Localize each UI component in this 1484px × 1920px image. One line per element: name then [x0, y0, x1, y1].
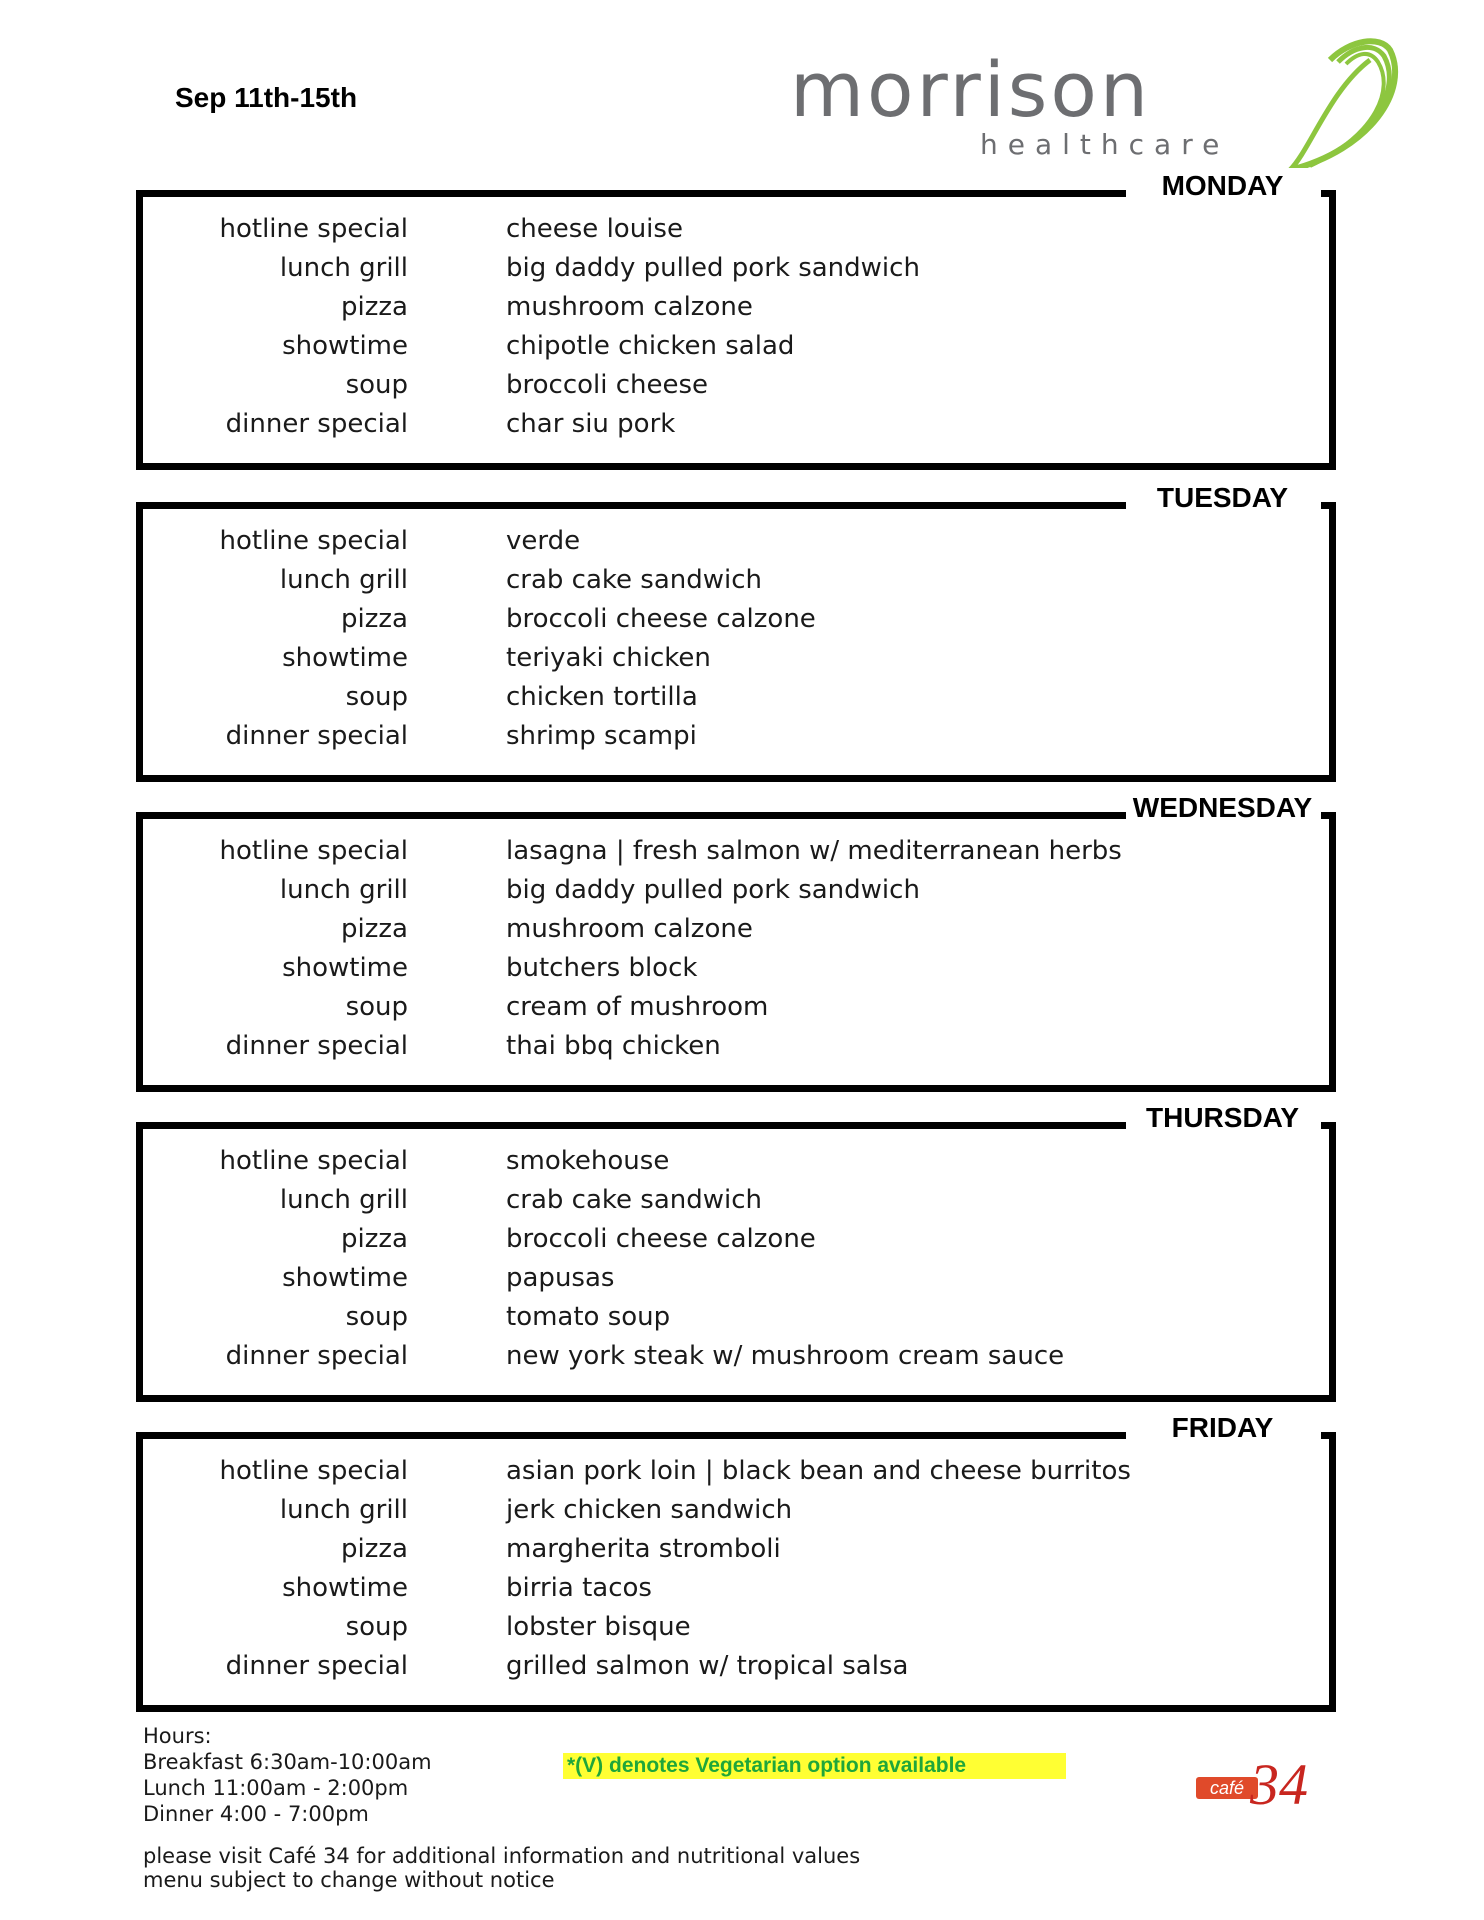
day-name: WEDNESDAY	[1129, 790, 1316, 826]
menu-dish: chipotle chicken salad	[506, 331, 795, 361]
day-panel-thursday	[136, 1102, 1336, 1402]
menu-dish: big daddy pulled pork sandwich	[506, 253, 920, 283]
menu-row	[136, 988, 1336, 1027]
menu-category: dinner special	[225, 1031, 408, 1061]
menu-category: dinner special	[225, 1651, 408, 1681]
menu-dish: broccoli cheese	[506, 370, 709, 400]
menu-row	[136, 210, 1336, 249]
menu-row	[136, 871, 1336, 910]
menu-dish: lasagna | fresh salmon w/ mediterranean herbs	[506, 836, 1122, 866]
menu-row	[136, 1530, 1336, 1569]
menu-dish: big daddy pulled pork sandwich	[506, 875, 920, 905]
menu-dish: mushroom calzone	[506, 292, 753, 322]
menu-row	[136, 288, 1336, 327]
menu-dish: new york steak w/ mushroom cream sauce	[506, 1341, 1065, 1371]
day-panel-friday	[136, 1412, 1336, 1712]
menu-rows	[136, 210, 1336, 444]
menu-dish: mushroom calzone	[506, 914, 753, 944]
menu-dish: smokehouse	[506, 1146, 670, 1176]
menu-category: pizza	[341, 1534, 408, 1564]
menu-category: lunch grill	[279, 253, 408, 283]
menu-row	[136, 1220, 1336, 1259]
menu-row	[136, 1452, 1336, 1491]
menu-category: showtime	[282, 1263, 408, 1293]
menu-row	[136, 910, 1336, 949]
menu-row	[136, 1647, 1336, 1686]
hours-breakfast: Breakfast 6:30am-10:00am	[143, 1750, 432, 1774]
hours-title: Hours:	[143, 1724, 212, 1748]
menu-category: hotline special	[219, 214, 408, 244]
week-range: Sep 11th-15th	[175, 82, 358, 113]
cafe-logo-number: 34	[1250, 1752, 1308, 1817]
menu-dish: verde	[506, 526, 581, 556]
menu-category: pizza	[341, 292, 408, 322]
menu-category: pizza	[341, 604, 408, 634]
menu-category: soup	[345, 992, 408, 1022]
menu-row	[136, 1298, 1336, 1337]
day-panel-monday	[136, 170, 1336, 470]
menu-category: dinner special	[225, 721, 408, 751]
menu-category: soup	[345, 1612, 408, 1642]
day-name: FRIDAY	[1129, 1410, 1316, 1446]
menu-dish: birria tacos	[506, 1573, 652, 1603]
menu-category: hotline special	[219, 1146, 408, 1176]
menu-row	[136, 1337, 1336, 1376]
menu-dish: jerk chicken sandwich	[506, 1495, 793, 1525]
menu-row	[136, 639, 1336, 678]
menu-category: lunch grill	[279, 1185, 408, 1215]
menu-row	[136, 366, 1336, 405]
menu-dish: margherita stromboli	[506, 1534, 781, 1564]
menu-row	[136, 249, 1336, 288]
vegetarian-note: *(V) denotes Vegetarian option available	[563, 1753, 1066, 1779]
menu-category: lunch grill	[279, 1495, 408, 1525]
menu-category: showtime	[282, 331, 408, 361]
hours-block	[143, 1723, 432, 1827]
menu-row	[136, 832, 1336, 871]
hours-lunch: Lunch 11:00am - 2:00pm	[143, 1776, 409, 1800]
menu-dish: thai bbq chicken	[506, 1031, 721, 1061]
hours-dinner: Dinner 4:00 - 7:00pm	[143, 1802, 369, 1826]
day-name: TUESDAY	[1129, 480, 1316, 516]
menu-rows	[136, 1142, 1336, 1376]
day-panel-wednesday	[136, 792, 1336, 1092]
logo-sub: healthcare	[980, 128, 1230, 161]
cafe-logo-label: café	[1196, 1777, 1258, 1799]
menu-dish: cream of mushroom	[506, 992, 769, 1022]
menu-category: showtime	[282, 953, 408, 983]
menu-category: hotline special	[219, 1456, 408, 1486]
menu-dish: papusas	[506, 1263, 615, 1293]
menu-row	[136, 1608, 1336, 1647]
day-name: THURSDAY	[1129, 1100, 1316, 1136]
menu-row	[136, 1142, 1336, 1181]
day-name: MONDAY	[1129, 168, 1316, 204]
day-panel-tuesday	[136, 482, 1336, 782]
footer-note-info: please visit Café 34 for additional information and nutritional values	[143, 1844, 861, 1868]
menu-category: dinner special	[225, 409, 408, 439]
menu-row	[136, 678, 1336, 717]
menu-dish: chicken tortilla	[506, 682, 698, 712]
footer-notes	[143, 1844, 860, 1892]
menu-category: soup	[345, 1302, 408, 1332]
menu-row	[136, 1259, 1336, 1298]
menu-row	[136, 1027, 1336, 1066]
menu-dish: teriyaki chicken	[506, 643, 711, 673]
menu-row	[136, 1491, 1336, 1530]
footer-note-change: menu subject to change without notice	[143, 1868, 555, 1892]
menu-row	[136, 717, 1336, 756]
menu-category: soup	[345, 682, 408, 712]
menu-dish: tomato soup	[506, 1302, 671, 1332]
menu-dish: cheese louise	[506, 214, 683, 244]
menu-dish: asian pork loin | black bean and cheese burritos	[506, 1456, 1131, 1486]
menu-category: lunch grill	[279, 565, 408, 595]
menu-rows	[136, 832, 1336, 1066]
menu-row	[136, 405, 1336, 444]
menu-dish: shrimp scampi	[506, 721, 697, 751]
menu-row	[136, 949, 1336, 988]
logo-name: morrison	[790, 45, 1152, 134]
menu-row	[136, 522, 1336, 561]
menu-row	[136, 600, 1336, 639]
menu-category: pizza	[341, 1224, 408, 1254]
menu-category: dinner special	[225, 1341, 408, 1371]
logo-swoosh-icon	[1270, 30, 1410, 180]
menu-category: showtime	[282, 1573, 408, 1603]
menu-category: soup	[345, 370, 408, 400]
menu-row	[136, 1569, 1336, 1608]
menu-dish: lobster bisque	[506, 1612, 691, 1642]
menu-category: hotline special	[219, 836, 408, 866]
cafe-34-logo	[1190, 1752, 1325, 1825]
menu-dish: broccoli cheese calzone	[506, 1224, 816, 1254]
menu-dish: grilled salmon w/ tropical salsa	[506, 1651, 909, 1681]
menu-category: pizza	[341, 914, 408, 944]
menu-dish: char siu pork	[506, 409, 676, 439]
menu-category: lunch grill	[279, 875, 408, 905]
menu-dish: crab cake sandwich	[506, 565, 763, 595]
menu-rows	[136, 1452, 1336, 1686]
menu-row	[136, 327, 1336, 366]
menu-row	[136, 561, 1336, 600]
menu-row	[136, 1181, 1336, 1220]
menu-dish: broccoli cheese calzone	[506, 604, 816, 634]
menu-category: showtime	[282, 643, 408, 673]
menu-dish: butchers block	[506, 953, 698, 983]
menu-dish: crab cake sandwich	[506, 1185, 763, 1215]
menu-category: hotline special	[219, 526, 408, 556]
menu-rows	[136, 522, 1336, 756]
morrison-logo	[790, 30, 1410, 180]
